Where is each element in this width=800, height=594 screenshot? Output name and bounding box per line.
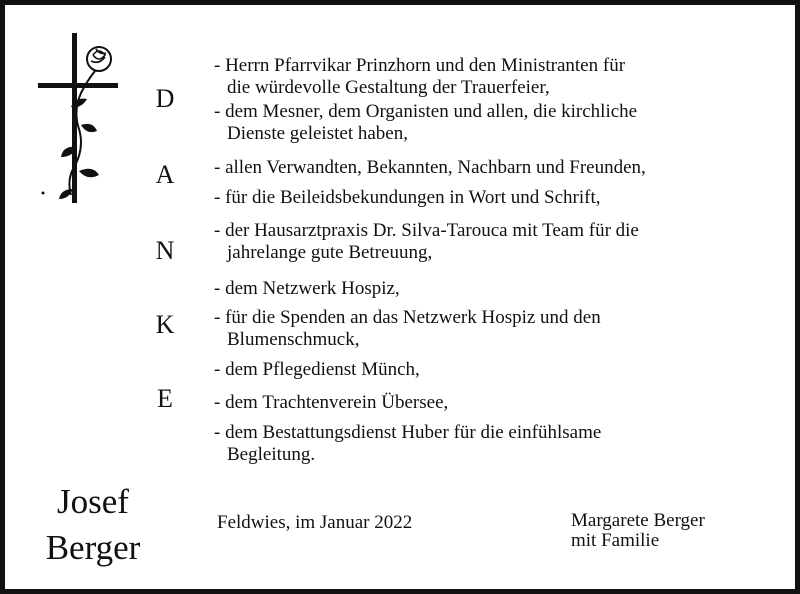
thanks-line: - dem Pflegedienst Münch,: [214, 359, 420, 380]
danke-letter: A: [155, 160, 175, 189]
danke-letter: E: [157, 384, 173, 413]
deceased-last-name: Berger: [45, 528, 141, 567]
thanks-line: Begleitung.: [227, 444, 316, 465]
deceased-first-name: Josef: [57, 482, 129, 521]
danke-letter: N: [155, 236, 175, 265]
thanks-entry: [214, 187, 794, 209]
thanks-line: jahrelange gute Betreuung,: [227, 242, 433, 263]
signer-family: mit Familie: [571, 530, 660, 551]
thanks-line: - allen Verwandten, Bekannten, Nachbarn und Freunden,: [214, 157, 646, 178]
thanks-entry: [214, 220, 794, 264]
thanks-line: - für die Spenden an das Netzwerk Hospiz und den: [214, 307, 601, 328]
signer-name: Margarete Berger: [571, 510, 705, 531]
thanks-entry: [214, 307, 794, 351]
thanks-entry: [214, 101, 794, 145]
danke-letter: D: [155, 84, 175, 113]
danke-letter: K: [155, 310, 175, 339]
thanks-line: - für die Beileidsbekundungen in Wort und Schrift,: [214, 187, 601, 208]
thanks-entry: [214, 359, 794, 381]
thanks-entry: [214, 392, 794, 414]
thanks-line: - dem Bestattungsdienst Huber für die einfühlsame: [214, 422, 602, 443]
thanks-entry: [214, 422, 794, 466]
thanks-line: - dem Netzwerk Hospiz,: [214, 278, 400, 299]
cross-with-rose-icon: [33, 29, 125, 205]
signers: [571, 511, 705, 551]
thanks-line: - der Hausarztpraxis Dr. Silva-Tarouca mit Team für die: [214, 220, 639, 241]
place-date: Feldwies, im Januar 2022: [217, 512, 413, 533]
thanks-entry: [214, 55, 794, 99]
thanks-line: Blumenschmuck,: [227, 329, 360, 350]
thanks-entry: [214, 157, 794, 179]
thanks-line: - dem Mesner, dem Organisten und allen, die kirchliche: [214, 101, 638, 122]
thanks-entry: [214, 278, 794, 300]
thanks-line: die würdevolle Gestaltung der Trauerfeier,: [227, 77, 550, 98]
thanks-line: - Herrn Pfarrvikar Prinzhorn und den Ministranten für: [214, 55, 626, 76]
thanks-line: - dem Trachtenverein Übersee,: [214, 392, 449, 413]
thanks-line: Dienste geleistet haben,: [227, 123, 408, 144]
